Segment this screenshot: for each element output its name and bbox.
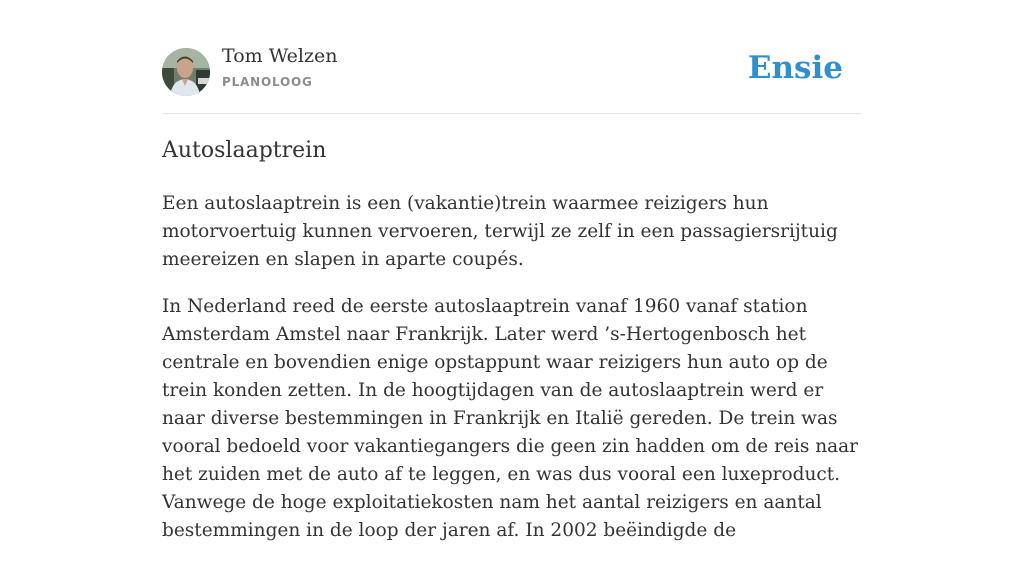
author-avatar[interactable] (162, 48, 210, 96)
ensie-logo[interactable]: Ensie (747, 50, 843, 86)
author-name[interactable]: Tom Welzen (222, 45, 338, 67)
author-photo (162, 48, 210, 96)
article-page (162, 0, 862, 541)
article-body (162, 190, 862, 564)
author-header (162, 0, 862, 114)
author-role: PLANOLOOG (222, 75, 313, 89)
article-paragraph: Een autoslaaptrein is een (vakantie)trein waarmee reizigers hun motorvoertuig kunnen vervoeren, terwijl ze zelf in een passagiersrijtuig meereizen en slapen in aparte coupés. (162, 193, 838, 270)
article-title: Autoslaaptrein (162, 138, 327, 163)
article-paragraph: In Nederland reed de eerste autoslaaptrein vanaf 1960 vanaf station Amsterdam Amstel naar Frankrijk. Later werd ’s-Hertogenbosch het centrale en bovendien enige opstappunt waar reizigers hun auto op de trein konden zetten. In de hoogtijdagen van de autoslaaptrein werd er naar diverse bestemmingen in Frankrijk en Italië gereden. De trein was vooral bedoeld voor vakantiegangers die geen zin hadden om de reis naar het zuiden met de auto af te leggen, en was dus vooral een luxeproduct. Vanwege de hoge exploitatiekosten nam het aantal reizigers en aantal bestemmingen in de loop der jaren af. In 2002 beëindigde de (162, 296, 859, 541)
